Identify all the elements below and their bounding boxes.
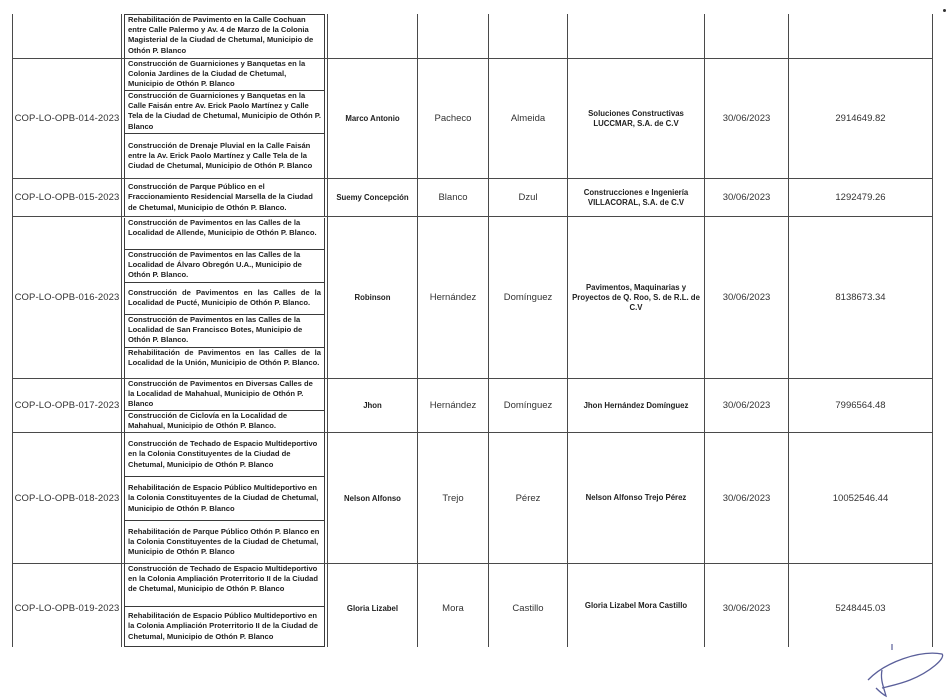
work-item: Construcción de Ciclovía en la Localidad de Mahahual, Municipio de Othón P. Blanco. — [125, 410, 324, 432]
work-item: Rehabilitación de Parque Público Othón P. Blanco en la Colonia Constituyentes de la Ciudad de Chetumal, Municipio de Othón P. Blanco — [125, 520, 324, 563]
works-cell — [122, 379, 328, 433]
contractor: Construcciones e Ingeniería VILLACORAL, S.A. de C.V — [568, 179, 705, 217]
work-item: Construcción de Techado de Espacio Multideportivo en la Colonia Ampliación Proterritorio II de la Ciudad de Chetumal, Municipio de Othón P. Blanco — [128, 564, 319, 594]
first-name: Nelson Alfonso — [328, 433, 418, 564]
last-name-2 — [489, 14, 568, 59]
amount: 1292479.26 — [789, 179, 933, 217]
amount: 2914649.82 — [789, 59, 933, 179]
contract-code: COP-LO-OPB-017-2023 — [13, 379, 122, 433]
table-row — [13, 379, 933, 433]
amount: 5248445.03 — [789, 564, 933, 648]
contractor: Jhon Hernández Domínguez — [568, 379, 705, 433]
signature-icon — [860, 640, 945, 700]
first-name: Marco Antonio — [328, 59, 418, 179]
work-item: Construcción de Pavimentos en las Calles de la Localidad de Pucté, Municipio de Othón P. Blanco. — [125, 282, 324, 314]
amount: 7996564.48 — [789, 379, 933, 433]
date: 30/06/2023 — [705, 217, 789, 379]
work-item: Construcción de Drenaje Pluvial en la Calle Faisán entre la Av. Erick Paolo Martínez y Calle Tela de la Ciudad de Chetumal, Municipio de Othón P. Blanco — [125, 133, 324, 178]
contract-code: COP-LO-OPB-018-2023 — [13, 433, 122, 564]
works-cell — [122, 14, 328, 59]
last-name-1 — [418, 14, 489, 59]
last-name-1: Mora — [418, 564, 489, 648]
contract-code: COP-LO-OPB-019-2023 — [13, 564, 122, 648]
contractor: Nelson Alfonso Trejo Pérez — [568, 433, 705, 564]
work-item: Construcción de Pavimentos en Diversas Calles de la Localidad de Mahahual, Municipio de Othón P. Blanco — [128, 379, 313, 409]
contractor: Soluciones Constructivas LUCCMAR, S.A. de C.V — [568, 59, 705, 179]
work-item: Rehabilitación de Espacio Público Multideportivo en la Colonia Constituyentes de la Ciudad de Chetumal, Municipio de Othón P. Blanco — [125, 476, 324, 520]
works-cell — [122, 564, 328, 648]
first-name — [328, 14, 418, 59]
work-item: Rehabilitación de Espacio Público Multideportivo en la Colonia Ampliación Proterritorio II de la Ciudad de Chetumal, Municipio de Othón P. Blanco — [125, 606, 324, 647]
last-name-1: Hernández — [418, 217, 489, 379]
last-name-2: Dzul — [489, 179, 568, 217]
work-item: Construcción de Guarniciones y Banquetas en la Calle Faisán entre Av. Erick Paolo Martínez y Calle Tela de la Ciudad de Chetumal, Municipio de Othón P. Blanco — [125, 90, 324, 133]
work-item: Construcción de Pavimentos en las Calles de la Localidad de Álvaro Obregón U.A., Municipio de Othón P. Blanco. — [125, 249, 324, 282]
amount: 10052546.44 — [789, 433, 933, 564]
first-name: Robinson — [328, 217, 418, 379]
first-name: Jhon — [328, 379, 418, 433]
table-row — [13, 564, 933, 648]
last-name-1: Pacheco — [418, 59, 489, 179]
contract-code: COP-LO-OPB-014-2023 — [13, 59, 122, 179]
contractor — [568, 14, 705, 59]
works-cell — [122, 179, 328, 217]
date: 30/06/2023 — [705, 179, 789, 217]
date: 30/06/2023 — [705, 564, 789, 648]
last-name-2: Castillo — [489, 564, 568, 648]
date: 30/06/2023 — [705, 59, 789, 179]
work-item: Construcción de Guarniciones y Banquetas en la Colonia Jardines de la Ciudad de Chetumal, Municipio de Othón P. Blanco — [128, 59, 306, 89]
contractor: Gloria Lizabel Mora Castillo — [568, 564, 705, 648]
contract-code: COP-LO-OPB-015-2023 — [13, 179, 122, 217]
last-name-1: Hernández — [418, 379, 489, 433]
last-name-1: Blanco — [418, 179, 489, 217]
work-item: Construcción de Pavimentos en las Calles de la Localidad de Allende, Municipio de Othón P. Blanco. — [128, 217, 317, 237]
table-row — [13, 59, 933, 179]
last-name-2: Almeida — [489, 59, 568, 179]
work-item: Construcción de Techado de Espacio Multideportivo en la Colonia Constituyentes de la Ciudad de Chetumal, Municipio de Othón P. Blanco — [128, 439, 318, 469]
table-row — [13, 433, 933, 564]
table-row — [13, 14, 933, 59]
date: 30/06/2023 — [705, 433, 789, 564]
amount — [789, 14, 933, 59]
date: 30/06/2023 — [705, 379, 789, 433]
contract-code: COP-LO-OPB-016-2023 — [13, 217, 122, 379]
work-item: Construcción de Pavimentos en las Calles de la Localidad de San Francisco Botes, Municipio de Othón P. Blanco. — [125, 314, 324, 347]
scan-speck — [943, 9, 946, 12]
contract-code — [13, 14, 122, 59]
works-cell — [122, 217, 328, 379]
last-name-1: Trejo — [418, 433, 489, 564]
table-row — [13, 179, 933, 217]
first-name: Suemy Concepción — [328, 179, 418, 217]
contractor: Pavimentos, Maquinarias y Proyectos de Q. Roo, S. de R.L. de C.V — [568, 217, 705, 379]
first-name: Gloria Lizabel — [328, 564, 418, 648]
last-name-2: Pérez — [489, 433, 568, 564]
last-name-2: Domínguez — [489, 379, 568, 433]
works-cell — [122, 433, 328, 564]
contracts-table — [12, 14, 933, 647]
last-name-2: Domínguez — [489, 217, 568, 379]
amount: 8138673.34 — [789, 217, 933, 379]
work-item: Rehabilitación de Pavimento en la Calle Cochuan entre Calle Palermo y Av. 4 de Marzo de la Colonia Magisterial de la Ciudad de Chetumal, Municipio de Othón P. Blanco — [125, 14, 324, 58]
work-item: Construcción de Parque Público en el Fraccionamiento Residencial Marsella de la Ciudad de Chetumal, Municipio de Othón P. Blanco. — [128, 182, 313, 212]
work-item: Rehabilitación de Pavimentos en las Calles de la Localidad de la Unión, Municipio de Othón P. Blanco. — [125, 347, 324, 378]
table-row — [13, 217, 933, 379]
works-cell — [122, 59, 328, 179]
date — [705, 14, 789, 59]
